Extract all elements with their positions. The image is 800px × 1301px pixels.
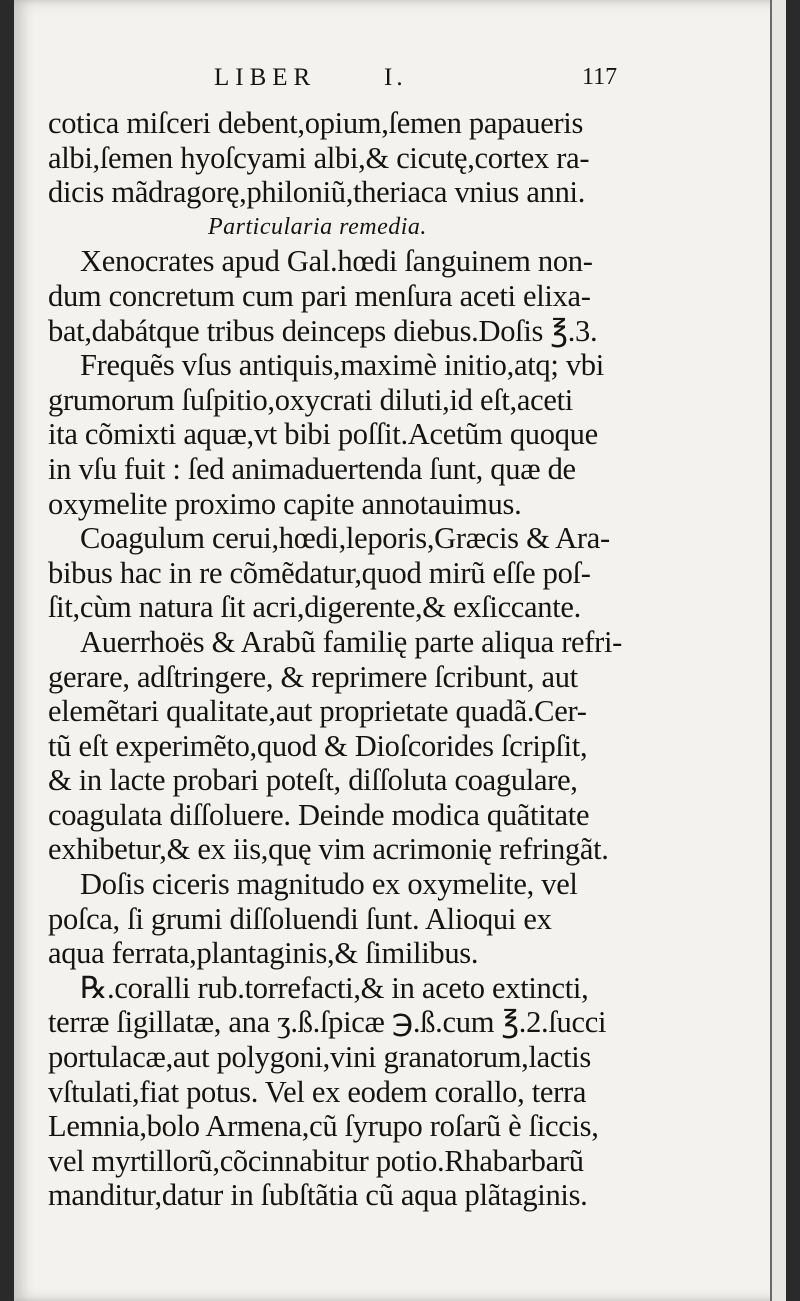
running-head-title: LIBER xyxy=(214,64,317,91)
text-line: cotica miſceri debent,opium,ſemen papaueris xyxy=(48,106,584,140)
text-line: dum concretum cum pari menſura aceti elixa- xyxy=(48,278,591,313)
body-text xyxy=(48,106,648,1213)
text-line: ℞.coralli rub.torrefacti,& in aceto extincti, xyxy=(80,970,589,1005)
text-line: manditur,datur in ſubſtãtia cũ aqua plãtaginis. xyxy=(48,1178,588,1213)
text-line: oxymelite proximo capite annotauimus. xyxy=(48,486,522,521)
text-line: ſit,cùm natura ſit acri,digerente,& exſiccante. xyxy=(48,590,581,625)
text-line: portulacæ,aut polygoni,vini granatorum,lactis xyxy=(48,1040,592,1075)
text-line: in vſu fuit : ſed animaduertenda ſunt, quæ de xyxy=(48,451,576,486)
text-line: elemẽtari qualitate,aut proprietate quadã.Cer- xyxy=(48,694,587,729)
text-line: vel myrtillorũ,cõcinnabitur potio.Rhabarbarũ xyxy=(48,1143,584,1178)
text-line: coagulata diſſoluere. Deinde modica quãtitate xyxy=(48,797,590,832)
text-line: Frequẽs vſus antiquis,maximè initio,atq; vbi xyxy=(80,348,604,383)
page-number: 117 xyxy=(582,64,618,90)
text-line: grumorum ſuſpitio,oxycrati diluti,id eſt,aceti xyxy=(48,382,573,417)
running-head-book-number: I. xyxy=(384,64,407,91)
text-line: exhibetur,& ex iis,quę vim acrimonię refringãt. xyxy=(48,832,609,867)
text-line: terræ ſigillatæ, ana ʒ.ß.ſpicæ ℈.ß.cum ℥.2.ſucci xyxy=(48,1005,607,1040)
text-line: aqua ferrata,plantaginis,& ſimilibus. xyxy=(48,936,479,971)
text-line: Doſis ciceris magnitudo ex oxymelite, vel xyxy=(80,867,578,902)
text-line: albi,ſemen hyoſcyami albi,& cicutę,cortex ra- xyxy=(48,140,590,175)
section-heading: Particularia remedia. xyxy=(208,213,427,240)
page-edge xyxy=(770,0,786,1301)
text-line: vſtulati,fiat potus. Vel ex eodem corallo, terra xyxy=(48,1074,587,1109)
text-line: gerare, adſtringere, & reprimere ſcribunt, aut xyxy=(48,659,578,694)
text-line: tũ eſt experimẽto,quod & Dioſcorides ſcripſit, xyxy=(48,728,588,763)
text-line: ita cõmixti aquæ,vt bibi poſſit.Acetũm quoque xyxy=(48,417,598,452)
text-line: Coagulum cerui,hœdi,leporis,Græcis & Ara- xyxy=(80,521,610,556)
text-line: poſca, ſi grumi diſſoluendi ſunt. Alioqui ex xyxy=(48,901,552,936)
text-line: & in lacte probari poteſt, diſſoluta coagulare, xyxy=(48,763,578,798)
running-head xyxy=(48,60,648,106)
page-text-block xyxy=(48,60,648,1213)
text-line: bat,dabátque tribus deinceps diebus.Doſis ℥.3. xyxy=(48,313,598,348)
text-line: Xenocrates apud Gal.hœdi ſanguinem non- xyxy=(80,244,593,279)
text-line: bibus hac in re cõmẽdatur,quod mirũ eſſe poſ- xyxy=(48,555,591,590)
book-page xyxy=(14,0,786,1301)
text-line: Auerrhoës & Arabũ familię parte aliqua refri- xyxy=(80,624,623,659)
text-line: dicis mãdragorę,philoniũ,theriaca vnius anni. xyxy=(48,175,586,210)
text-line: Lemnia,bolo Armena,cũ ſyrupo roſarũ è ſiccis, xyxy=(48,1109,599,1144)
